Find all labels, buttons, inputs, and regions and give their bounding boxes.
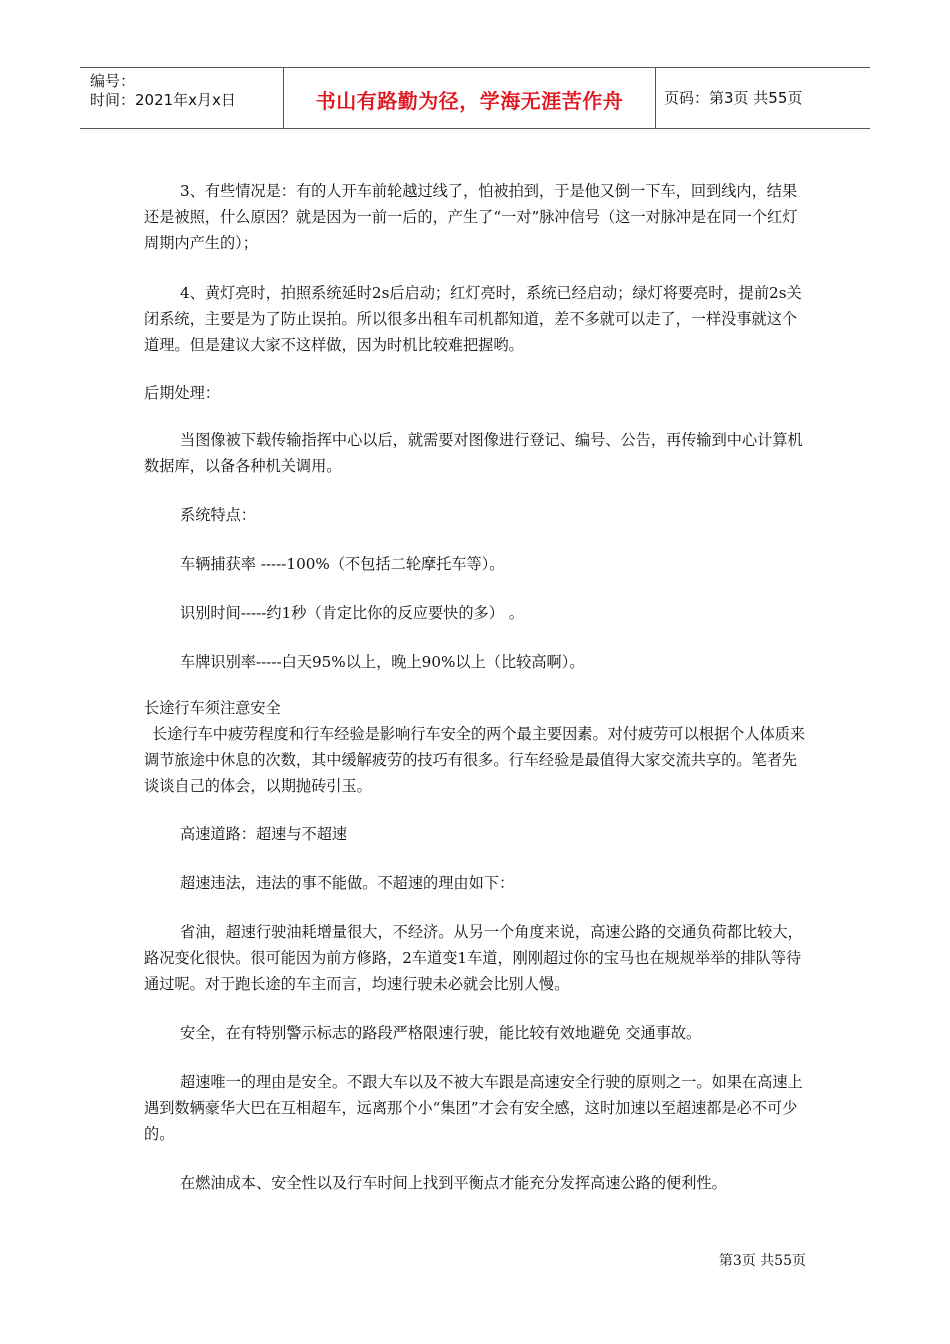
paragraph: 安全，在有特别警示标志的路段严格限速行驶，能比较有效地避免 交通事故。 bbox=[180, 1024, 702, 1042]
paragraph: 当图像被下载传输指挥中心以后，就需要对图像进行登记、编号、公告，再传输到中心计算机数据库，以备各种机关调用。 bbox=[144, 431, 803, 475]
paragraph: 在燃油成本、安全性以及行车时间上找到平衡点才能充分发挥高速公路的便利性。 bbox=[180, 1174, 727, 1192]
header-info bbox=[80, 68, 283, 128]
document-date: 时间：2021年x月x日 bbox=[90, 91, 236, 109]
header-page-number: 页码：第3页 共55页 bbox=[664, 89, 803, 107]
paragraph: 系统特点： bbox=[180, 506, 256, 524]
section-heading: 长途行车须注意安全 bbox=[144, 699, 281, 717]
header-motto-cell bbox=[283, 68, 656, 128]
paragraph: 识别时间-----约1秒（肯定比你的反应要快的多） 。 bbox=[180, 604, 524, 622]
paragraph: 车辆捕获率 -----100%（不包括二轮摩托车等）。 bbox=[180, 555, 505, 573]
paragraph: 3、有些情况是：有的人开车前轮越过线了，怕被拍到，于是他又倒一下车，回到线内，结果还是被照，什么原因？就是因为一前一后的，产生了“一对”脉冲信号（这一对脉冲是在同一个红灯周期内产生的）； bbox=[144, 182, 798, 252]
paragraph: 超速违法，违法的事不能做。不超速的理由如下： bbox=[180, 874, 515, 892]
paragraph: 4、黄灯亮时，拍照系统延时2s后启动；红灯亮时，系统已经启动；绿灯将要亮时，提前2s关闭系统，主要是为了防止误拍。所以很多出租车司机都知道，差不多就可以走了，一样没事就这个道理。但是建议大家不这样做，因为时机比较难把握哟。 bbox=[144, 284, 802, 354]
document-number-label: 编号： bbox=[90, 72, 136, 90]
header-motto: 书山有路勤为径，学海无涯苦作舟 bbox=[315, 89, 624, 113]
paragraph: 超速唯一的理由是安全。不跟大车以及不被大车跟是高速安全行驶的原则之一。如果在高速上遇到数辆豪华大巴在互相超车，远离那个小“集团”才会有安全感，这时加速以至超速都是必不可少的。 bbox=[144, 1073, 803, 1143]
page-header bbox=[80, 67, 870, 129]
paragraph: 省油，超速行驶油耗增量很大，不经济。从另一个角度来说，高速公路的交通负荷都比较大，路况变化很快。很可能因为前方修路，2车道变1车道，刚刚超过你的宝马也在规规举举的排队等待通过呢。对于跑长途的车主而言，均速行驶未必就会比别人慢。 bbox=[144, 923, 803, 993]
section-heading: 后期处理： bbox=[144, 384, 220, 402]
page-footer: 第3页 共55页 bbox=[718, 1253, 806, 1269]
document-body bbox=[144, 178, 808, 1196]
paragraph: 高速道路：超速与不超速 bbox=[180, 825, 348, 843]
paragraph: 长途行车中疲劳程度和行车经验是影响行车安全的两个最主要因素。对付疲劳可以根据个人体质来调节旅途中休息的次数，其中缓解疲劳的技巧有很多。行车经验是最值得大家交流共享的。笔者先谈谈自己的体会，以期抛砖引玉。 bbox=[144, 725, 806, 795]
paragraph: 车牌识别率-----白天95%以上，晚上90%以上（比较高啊）。 bbox=[180, 653, 585, 671]
